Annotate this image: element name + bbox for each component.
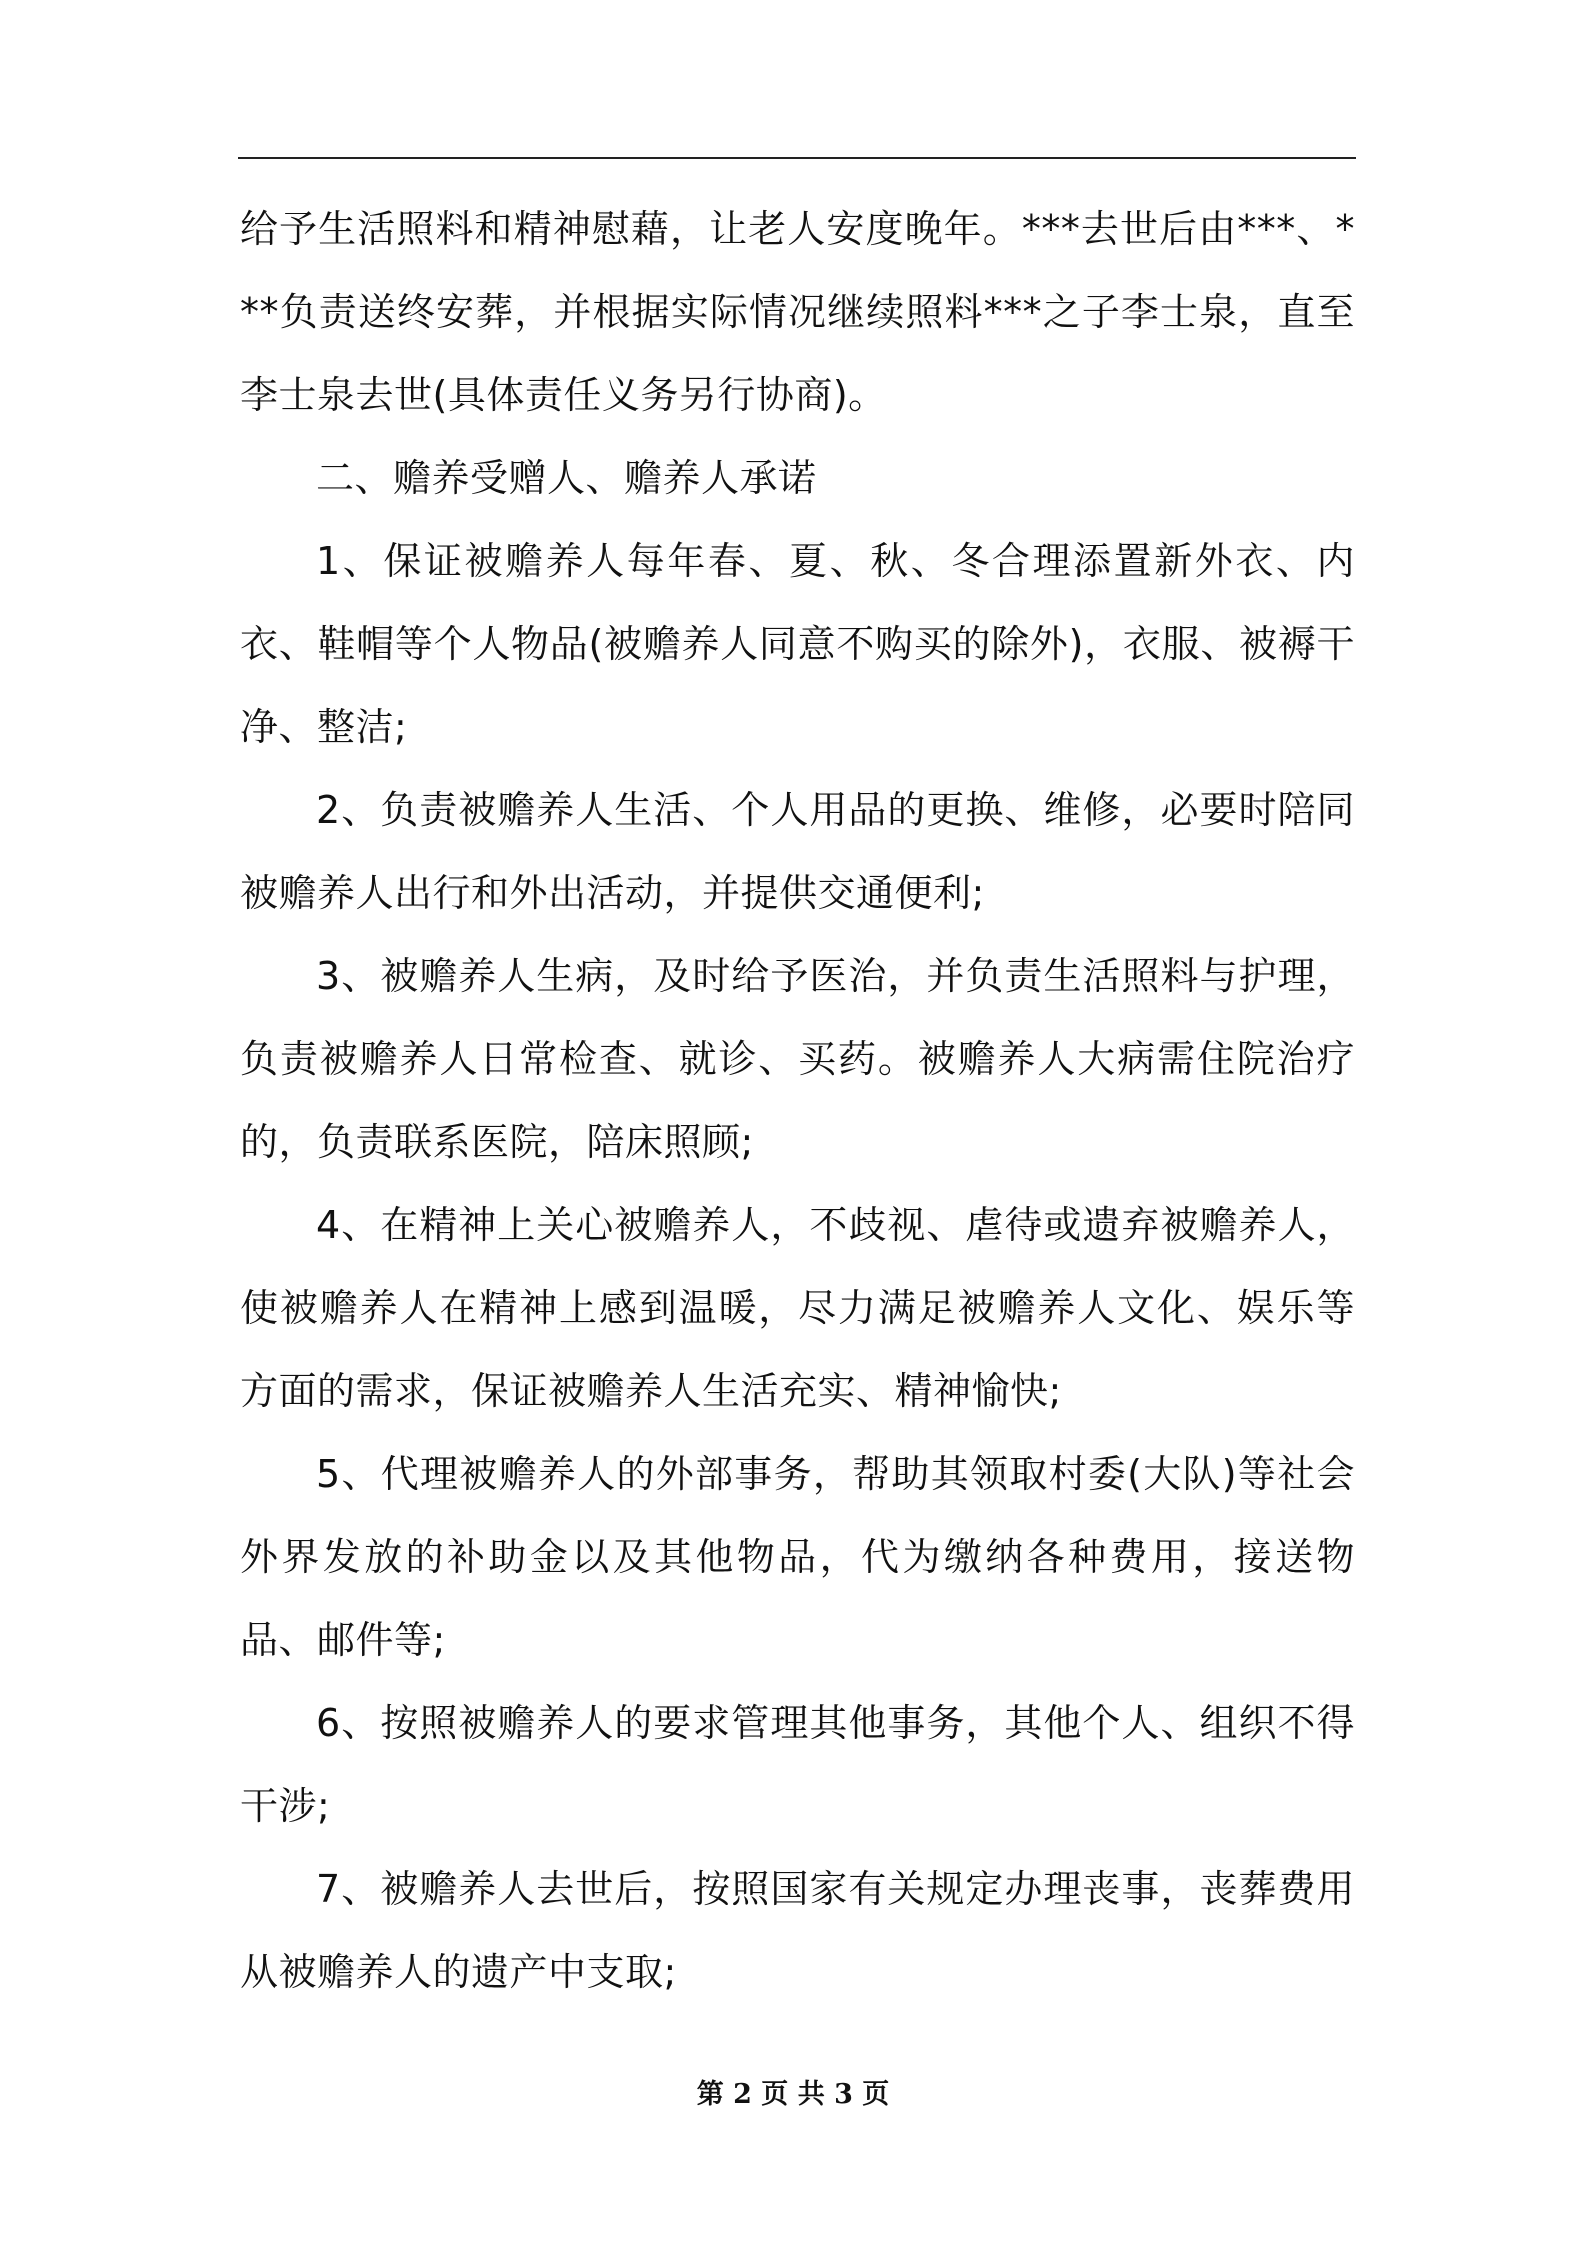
clause-4: 4、在精神上关心被赡养人，不歧视、虐待或遗弃被赡养人，使被赡养人在精神上感到温暖，尽力满足被赡养人文化、娱乐等方面的需求，保证被赡养人生活充实、精神愉快; (240, 1203, 1355, 1413)
section-heading-2: 二、赡养受赠人、赡养人承诺 (316, 456, 817, 500)
paragraph-continuation: 给予生活照料和精神慰藉，让老人安度晚年。***去世后由***、***负责送终安葬，并根据实际情况继续照料***之子李士泉，直至李士泉去世(具体责任义务另行协商)。 (240, 207, 1355, 417)
clause-7: 7、被赡养人去世后，按照国家有关规定办理丧事，丧葬费用从被赡养人的遗产中支取; (240, 1867, 1355, 1994)
header-divider (238, 157, 1356, 159)
clause-6: 6、按照被赡养人的要求管理其他事务，其他个人、组织不得干涉; (240, 1701, 1355, 1828)
document-body (240, 188, 1355, 2014)
clause-3: 3、被赡养人生病，及时给予医治，并负责生活照料与护理，负责被赡养人日常检查、就诊、买药。被赡养人大病需住院治疗的，负责联系医院，陪床照顾; (240, 954, 1355, 1164)
clause-1: 1、保证被赡养人每年春、夏、秋、冬合理添置新外衣、内衣、鞋帽等个人物品(被赡养人同意不购买的除外)，衣服、被褥干净、整洁; (240, 539, 1355, 749)
clause-2: 2、负责被赡养人生活、个人用品的更换、维修，必要时陪同被赡养人出行和外出活动，并提供交通便利; (240, 788, 1355, 915)
clause-5: 5、代理被赡养人的外部事务，帮助其领取村委(大队)等社会外界发放的补助金以及其他物品，代为缴纳各种费用，接送物品、邮件等; (240, 1452, 1355, 1662)
page-number: 第 2 页 共 3 页 (696, 2079, 890, 2110)
